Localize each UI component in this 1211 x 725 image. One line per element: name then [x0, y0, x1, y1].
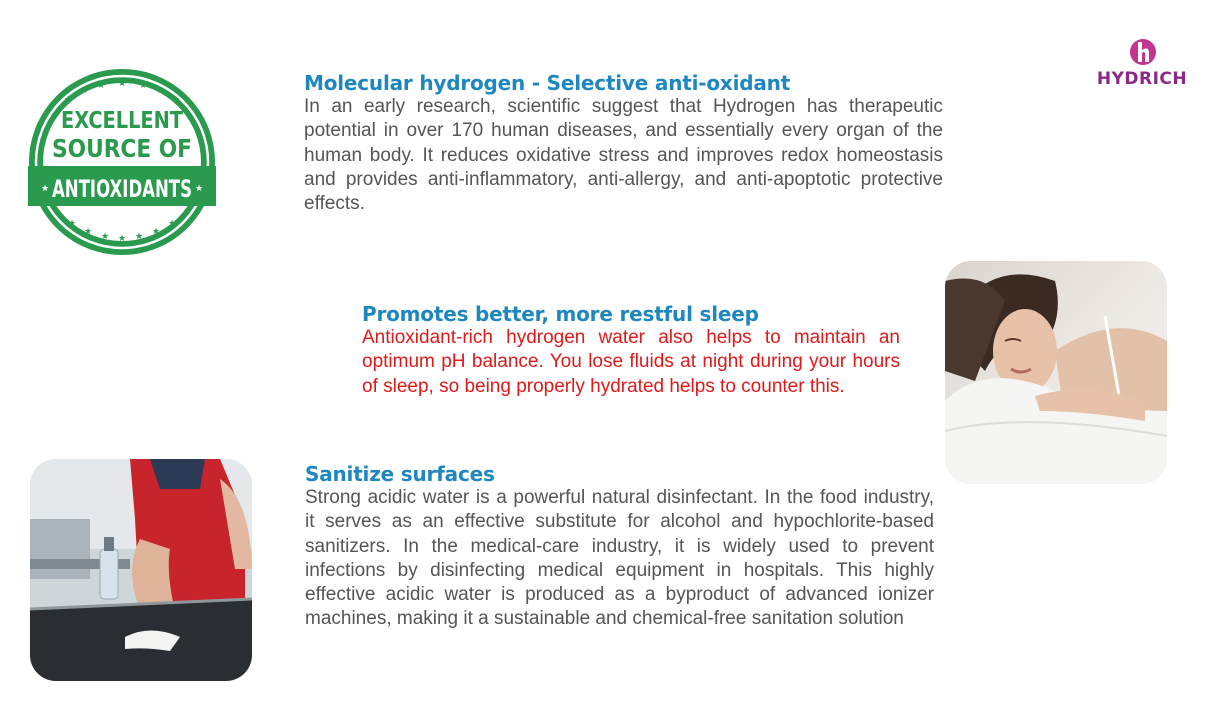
- section-sleep-body: Antioxidant-rich hydrogen water also helps to maintain an optimum pH balance. You lose fluids at night during your hours of sleep, so being properly hydrated helps to counter this.: [362, 327, 900, 397]
- svg-text:★: ★: [84, 227, 93, 237]
- svg-text:★: ★: [135, 232, 144, 242]
- svg-text:★: ★: [139, 81, 148, 91]
- hydrich-logo: [1090, 36, 1194, 96]
- svg-text:★: ★: [41, 184, 50, 194]
- svg-text:★: ★: [195, 184, 204, 194]
- svg-text:★: ★: [152, 227, 161, 237]
- section-sanitize-body: Strong acidic water is a powerful natural disinfectant. In the food industry, it serves as an effective substitute for alcohol and hypochlorite-based sanitizers. In the medical-care industry, it is widely used to prevent infections by disinfecting medical equipment in hospitals. This highly effective acidic water is produced as a byproduct of advanced ionizer machines, making it a sustainable and chemical-free sanitation solution: [305, 487, 934, 630]
- svg-text:★: ★: [97, 81, 106, 91]
- hydrich-logo-mark: [1128, 36, 1158, 68]
- section-antioxidant: [304, 71, 943, 216]
- hydrich-logo-text: HYDRICH: [1096, 69, 1188, 89]
- svg-text:★: ★: [101, 232, 110, 242]
- section-sanitize-title: Sanitize surfaces: [305, 462, 495, 486]
- badge-line-3: ANTIOXIDANTS: [52, 175, 192, 203]
- svg-text:★: ★: [156, 86, 165, 96]
- svg-text:★: ★: [64, 95, 73, 105]
- badge-line-1: EXCELLENT: [61, 108, 183, 134]
- svg-text:★: ★: [172, 95, 181, 105]
- cleaning-surface-photo: [30, 459, 252, 681]
- svg-text:★: ★: [68, 219, 77, 229]
- section-sleep-title: Promotes better, more restful sleep: [362, 302, 759, 326]
- section-antioxidant-title: Molecular hydrogen - Selective anti-oxidant: [304, 71, 791, 95]
- svg-text:★: ★: [118, 234, 127, 244]
- svg-text:★: ★: [168, 219, 177, 229]
- svg-text:★: ★: [80, 86, 89, 96]
- section-antioxidant-body: In an early research, scientific suggest that Hydrogen has therapeutic potential in over 170 human diseases, and essentially every organ of the human body. It reduces oxidative stress and improves redox homeostasis and provides anti-inflammatory, anti-allergy, and anti-apoptotic protective effects.: [304, 96, 943, 215]
- section-sanitize: [305, 462, 934, 632]
- badge-line-2: SOURCE OF: [52, 134, 192, 163]
- section-sleep: [362, 302, 900, 399]
- sleeping-woman-photo: [945, 261, 1167, 484]
- svg-text:★: ★: [118, 79, 127, 89]
- antioxidants-badge: [24, 66, 220, 258]
